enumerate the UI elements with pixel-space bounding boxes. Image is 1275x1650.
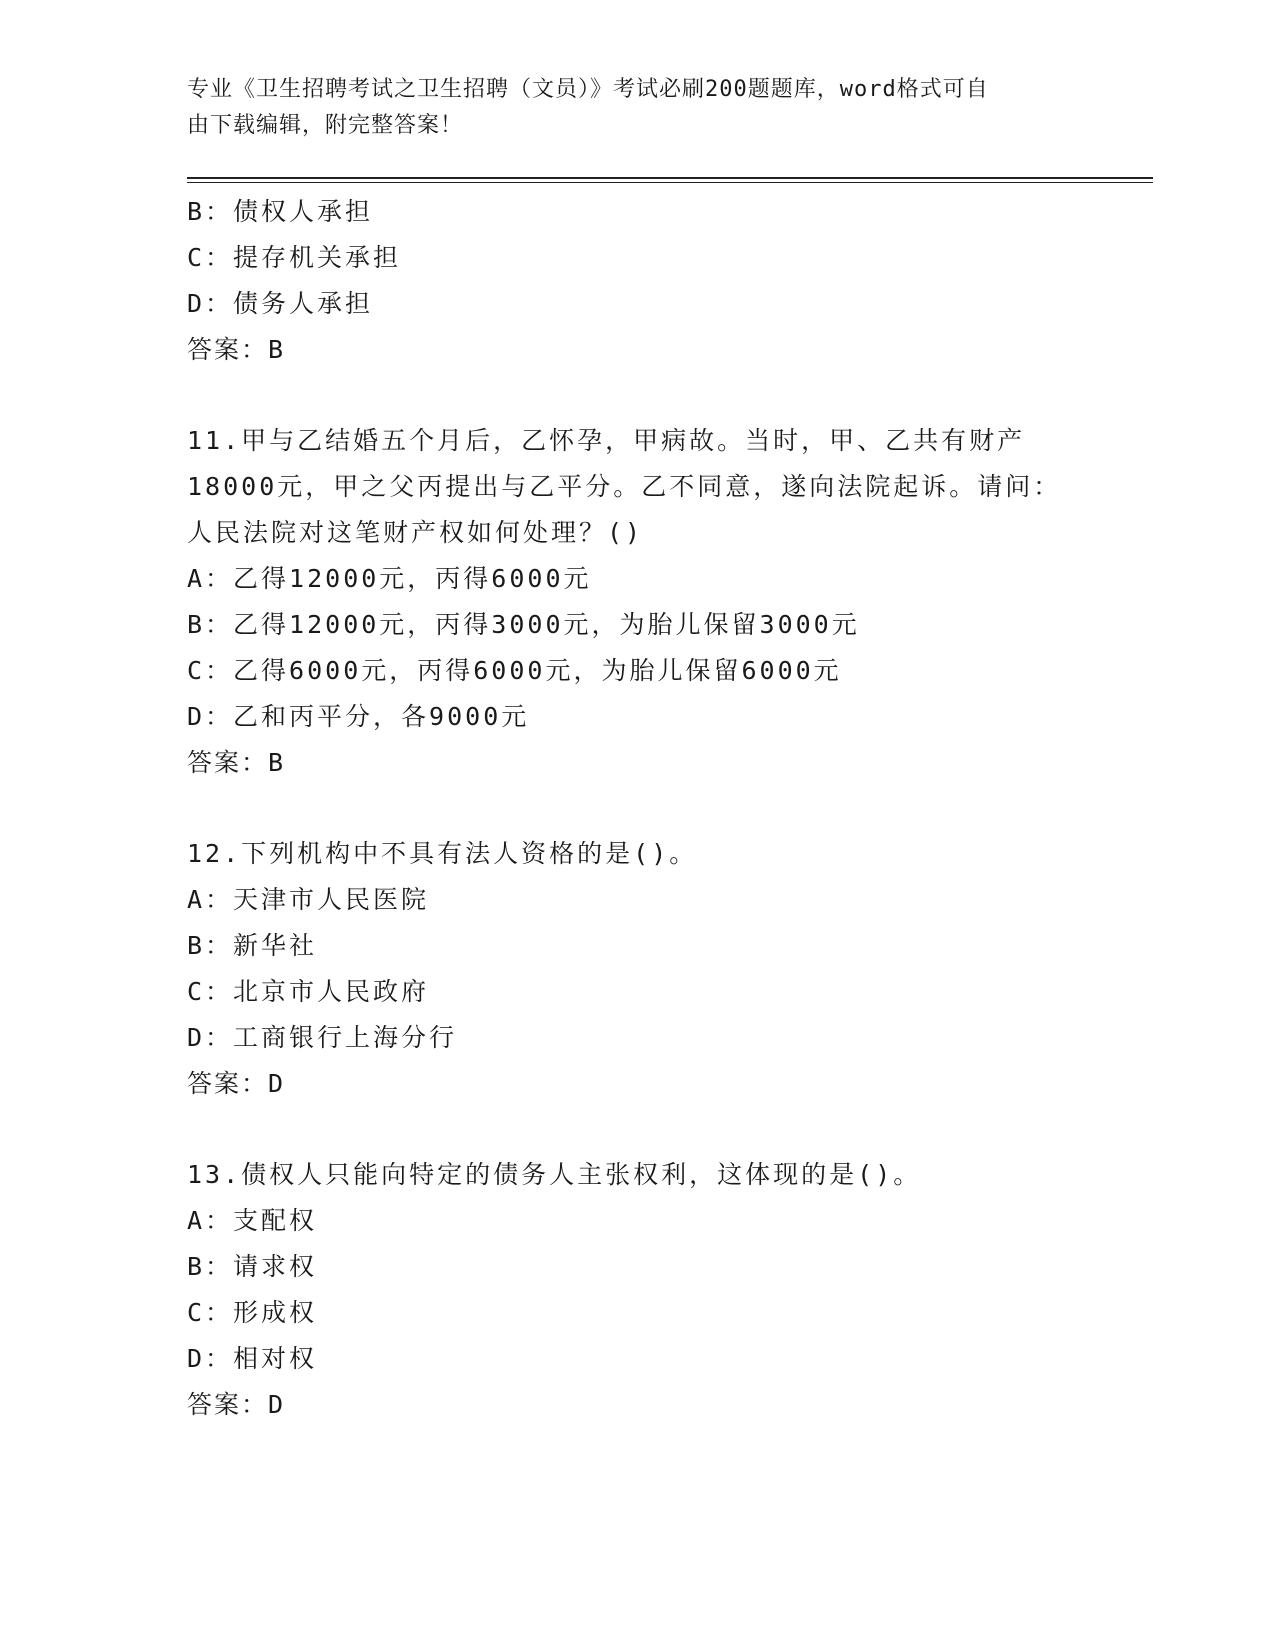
q13-option-c: C：形成权 — [187, 1298, 318, 1327]
question-10-tail — [187, 189, 1087, 373]
header-rule-thin — [187, 182, 1153, 183]
question-13 — [187, 1152, 1087, 1428]
q10-answer: 答案：B — [187, 335, 286, 364]
q11-option-a: A：乙得12000元，丙得6000元 — [187, 564, 592, 593]
q11-stem-line-3: 人民法院对这笔财产权如何处理？() — [187, 518, 644, 547]
q13-option-a: A：支配权 — [187, 1206, 318, 1235]
question-list — [187, 189, 1087, 1428]
question-11 — [187, 418, 1087, 786]
q10-option-c: C：提存机关承担 — [187, 243, 402, 272]
spacer — [187, 373, 1087, 418]
q12-stem: 12.下列机构中不具有法人资格的是()。 — [187, 839, 698, 868]
q11-option-c: C：乙得6000元，丙得6000元，为胎儿保留6000元 — [187, 656, 842, 685]
question-12 — [187, 831, 1087, 1107]
q10-option-b: B：债权人承担 — [187, 197, 374, 226]
q12-option-b: B：新华社 — [187, 931, 318, 960]
q11-option-b: B：乙得12000元，丙得3000元，为胎儿保留3000元 — [187, 610, 860, 639]
spacer — [187, 1107, 1087, 1152]
header-line-1: 专业《卫生招聘考试之卫生招聘（文员）》考试必刷200题题库，word格式可自 — [187, 77, 989, 102]
document-header — [187, 72, 1067, 144]
q12-option-d: D：工商银行上海分行 — [187, 1023, 458, 1052]
q13-option-d: D：相对权 — [187, 1344, 318, 1373]
q13-option-b: B：请求权 — [187, 1252, 318, 1281]
q13-answer: 答案：D — [187, 1390, 286, 1419]
q11-option-d: D：乙和丙平分，各9000元 — [187, 702, 530, 731]
header-rule-thick — [187, 177, 1153, 179]
q13-stem: 13.债权人只能向特定的债务人主张权利，这体现的是()。 — [187, 1160, 922, 1189]
q12-option-a: A：天津市人民医院 — [187, 885, 430, 914]
q11-stem-line-2: 18000元，甲之父丙提出与乙平分。乙不同意，遂向法院起诉。请问： — [187, 472, 1062, 501]
spacer — [187, 786, 1087, 831]
q12-option-c: C：北京市人民政府 — [187, 977, 430, 1006]
q10-option-d: D：债务人承担 — [187, 289, 374, 318]
q11-answer: 答案：B — [187, 748, 286, 777]
q11-stem-line-1: 11.甲与乙结婚五个月后，乙怀孕，甲病故。当时，甲、乙共有财产 — [187, 426, 1026, 455]
q12-answer: 答案：D — [187, 1069, 286, 1098]
header-line-2: 由下载编辑，附完整答案！ — [187, 113, 464, 138]
